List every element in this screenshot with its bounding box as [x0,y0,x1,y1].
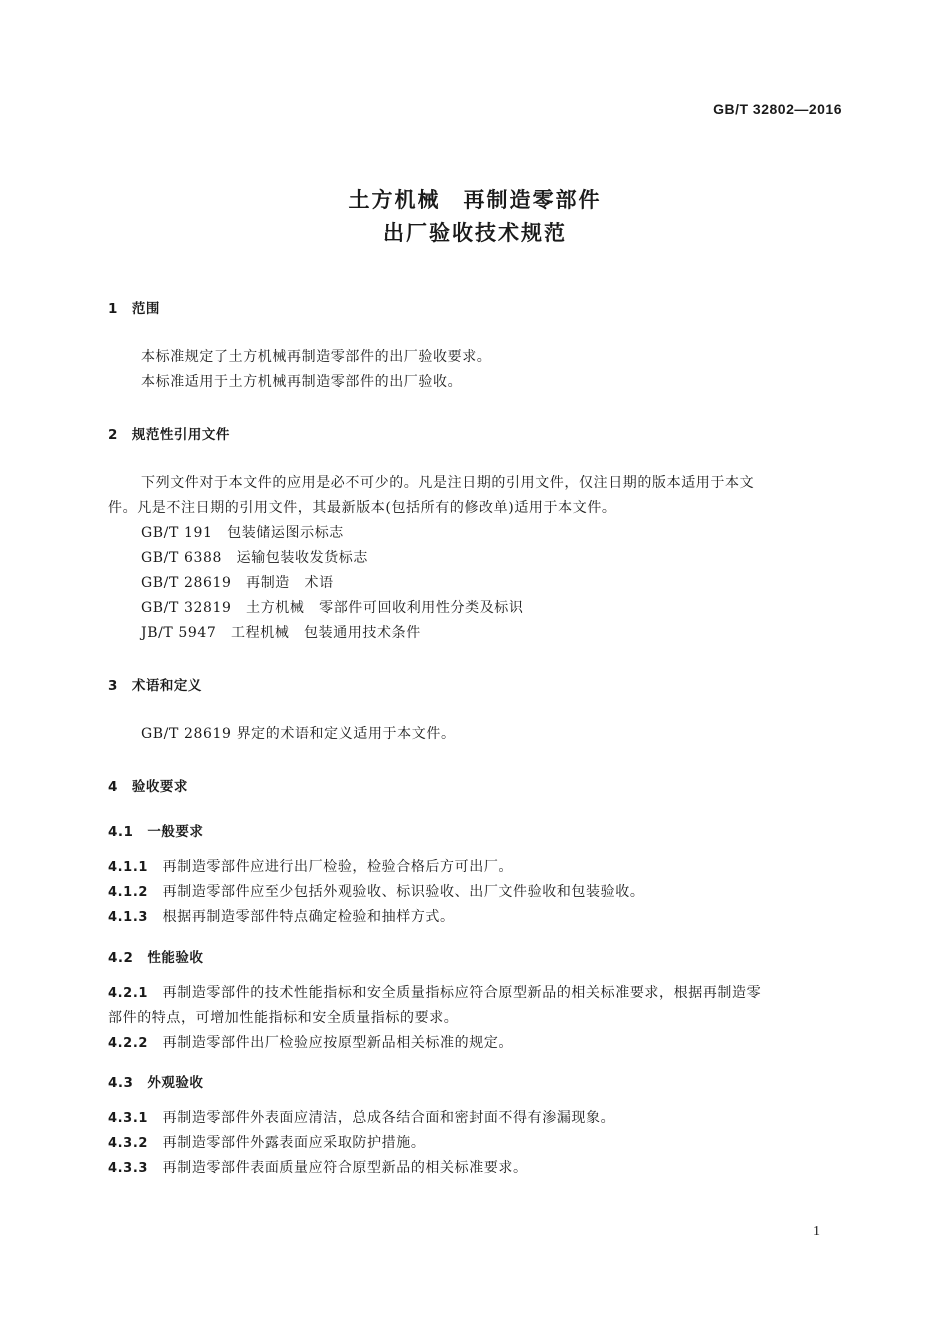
clause-4-2-2 [108,1032,513,1052]
section-2-para-line-1: 下列文件对于本文件的应用是必不可少的。凡是注日期的引用文件，仅注日期的版本适用于本文 [141,475,755,491]
clause-text: 再制造零部件出厂检验应按原型新品相关标准的规定。 [162,1035,514,1051]
section-2-heading: 2 规范性引用文件 [108,427,230,443]
clause-text: 再制造零部件表面质量应符合原型新品的相关标准要求。 [162,1160,528,1176]
clause-4-2-1-line-2: 部件的特点，可增加性能指标和安全质量指标的要求。 [108,1010,459,1026]
section-4-2-heading: 4.2 性能验收 [108,950,204,966]
section-1-para-1: 本标准规定了土方机械再制造零部件的出厂验收要求。 [141,349,492,365]
clause-4-1-2 [108,881,644,901]
page-number: 1 [813,1224,820,1239]
section-2-para-line-2: 件。凡是不注日期的引用文件，其最新版本(包括所有的修改单)适用于本文件。 [108,500,617,516]
reference-item: GB/T 6388 运输包装收发货标志 [141,550,369,566]
section-1-heading: 1 范围 [108,301,160,317]
clause-number: 4.1.3 [108,910,149,925]
clause-text: 再制造零部件外表面应清洁，总成各结合面和密封面不得有渗漏现象。 [162,1110,616,1126]
clause-text: 再制造零部件的技术性能指标和安全质量指标应符合原型新品的相关标准要求，根据再制造零 [162,985,762,1001]
clause-number: 4.2.2 [108,1036,149,1051]
clause-4-2-1-line-1 [108,982,761,1002]
clause-number: 4.1.1 [108,860,149,875]
title-line-1: 土方机械 再制造零部件 [348,188,602,212]
section-4-3-heading: 4.3 外观验收 [108,1075,204,1091]
clause-4-3-2 [108,1132,425,1152]
clause-number: 4.3.2 [108,1136,149,1151]
clause-4-1-3 [108,906,455,926]
clause-number: 4.3.1 [108,1111,149,1126]
clause-text: 根据再制造零部件特点确定检验和抽样方式。 [162,909,455,925]
reference-item: GB/T 32819 土方机械 零部件可回收利用性分类及标识 [141,600,524,616]
clause-text: 再制造零部件应至少包括外观验收、标识验收、出厂文件验收和包装验收。 [162,884,645,900]
section-3-heading: 3 术语和定义 [108,678,202,694]
section-1-para-2: 本标准适用于土方机械再制造零部件的出厂验收。 [141,374,463,390]
clause-4-1-1 [108,856,513,876]
title-line-2: 出厂验收技术规范 [383,221,567,245]
clause-number: 4.1.2 [108,885,149,900]
clause-4-3-3 [108,1157,528,1177]
clause-number: 4.3.3 [108,1161,149,1176]
section-4-heading: 4 验收要求 [108,779,188,795]
reference-item: GB/T 191 包装储运图示标志 [141,525,344,541]
reference-item: GB/T 28619 再制造 术语 [141,575,334,591]
clause-text: 再制造零部件应进行出厂检验，检验合格后方可出厂。 [162,859,514,875]
section-3-para-1: GB/T 28619 界定的术语和定义适用于本文件。 [141,726,456,742]
clause-4-3-1 [108,1107,615,1127]
clause-number: 4.2.1 [108,986,149,1001]
clause-text: 再制造零部件外露表面应采取防护措施。 [162,1135,426,1151]
section-4-1-heading: 4.1 一般要求 [108,824,204,840]
standard-code: GB/T 32802—2016 [713,101,842,117]
reference-item: JB/T 5947 工程机械 包装通用技术条件 [141,625,421,641]
